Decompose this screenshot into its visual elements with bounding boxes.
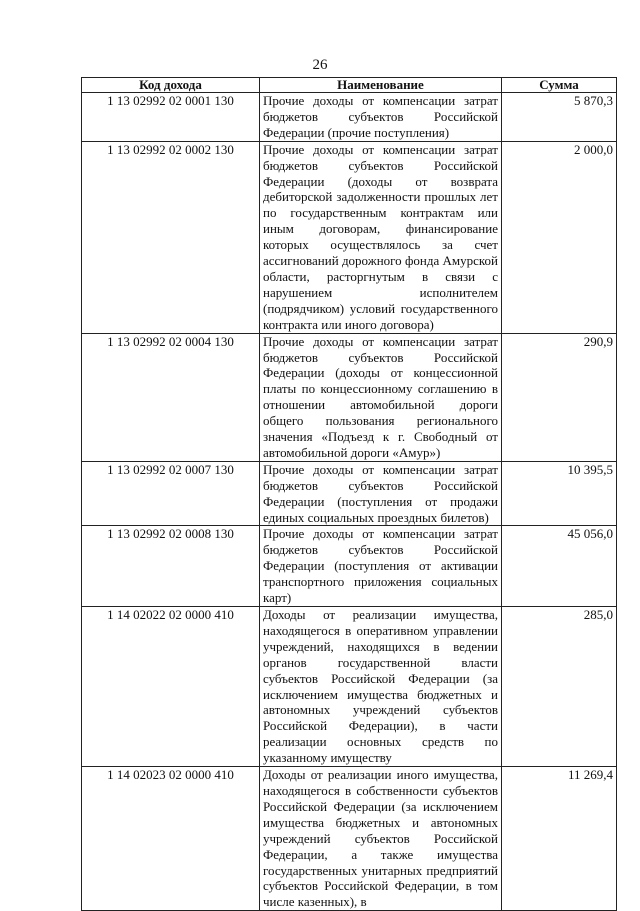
revenue-code: 1 14 02022 02 0000 410 (82, 607, 260, 767)
table-row (82, 461, 617, 526)
revenue-table (81, 77, 617, 911)
revenue-sum: 2 000,0 (502, 141, 617, 333)
revenue-name: Прочие доходы от компенсации затрат бюджетов субъектов Российской Федерации (доходы от возврата дебиторской задолженности прошлых лет по государственным контрактам или иным договорам, финансирование которых осуществлялось за счет ассигнований дорожного фонда Амурской области, расторгнутым в связи с нарушением исполнителем (подрядчиком) условий государственного контракта или иного договора) (260, 141, 502, 333)
revenue-sum: 5 870,3 (502, 93, 617, 142)
revenue-sum: 10 395,5 (502, 461, 617, 526)
revenue-code: 1 13 02992 02 0002 130 (82, 141, 260, 333)
revenue-code: 1 13 02992 02 0001 130 (82, 93, 260, 142)
revenue-code: 1 14 02023 02 0000 410 (82, 767, 260, 911)
revenue-name: Доходы от реализации иного имущества, находящегося в собственности субъектов Российской Федерации (за исключением имущества бюджетных и автономных учреждений субъектов Российской Федерации, а также имущества государственных унитарных предприятий субъектов Российской Федерации, в том числе казенных), в (260, 767, 502, 911)
page-number: 26 (312, 57, 328, 73)
revenue-name: Прочие доходы от компенсации затрат бюджетов субъектов Российской Федерации (доходы от концессионной платы по концессионному соглашению в отношении автомобильной дороги общего пользования регионального значения «Подъезд к г. Свободный от автомобильной дороги «Амур») (260, 333, 502, 461)
table-header-row (82, 78, 617, 93)
revenue-sum: 11 269,4 (502, 767, 617, 911)
revenue-name: Доходы от реализации имущества, находящегося в оперативном управлении учреждений, находящихся в ведении органов государственной власти субъектов Российской Федерации (за исключением имущества бюджетных и автономных учреждений субъектов Российской Федерации), в части реализации основных средств по указанному имуществу (260, 607, 502, 767)
table-row (82, 767, 617, 911)
table-row (82, 333, 617, 461)
table-row (82, 526, 617, 607)
revenue-code: 1 13 02992 02 0004 130 (82, 333, 260, 461)
revenue-name: Прочие доходы от компенсации затрат бюджетов субъектов Российской Федерации (прочие поступления) (260, 93, 502, 142)
table-row (82, 607, 617, 767)
header-name: Наименование (260, 78, 502, 93)
table-row (82, 141, 617, 333)
revenue-name: Прочие доходы от компенсации затрат бюджетов субъектов Российской Федерации (поступления от активации транспортного приложения социальных карт) (260, 526, 502, 607)
header-sum: Сумма (502, 78, 617, 93)
revenue-sum: 285,0 (502, 607, 617, 767)
revenue-sum: 290,9 (502, 333, 617, 461)
revenue-code: 1 13 02992 02 0007 130 (82, 461, 260, 526)
table-row (82, 93, 617, 142)
revenue-sum: 45 056,0 (502, 526, 617, 607)
header-code: Код дохода (82, 78, 260, 93)
revenue-name: Прочие доходы от компенсации затрат бюджетов субъектов Российской Федерации (поступления от продажи единых социальных проездных билетов) (260, 461, 502, 526)
revenue-code: 1 13 02992 02 0008 130 (82, 526, 260, 607)
